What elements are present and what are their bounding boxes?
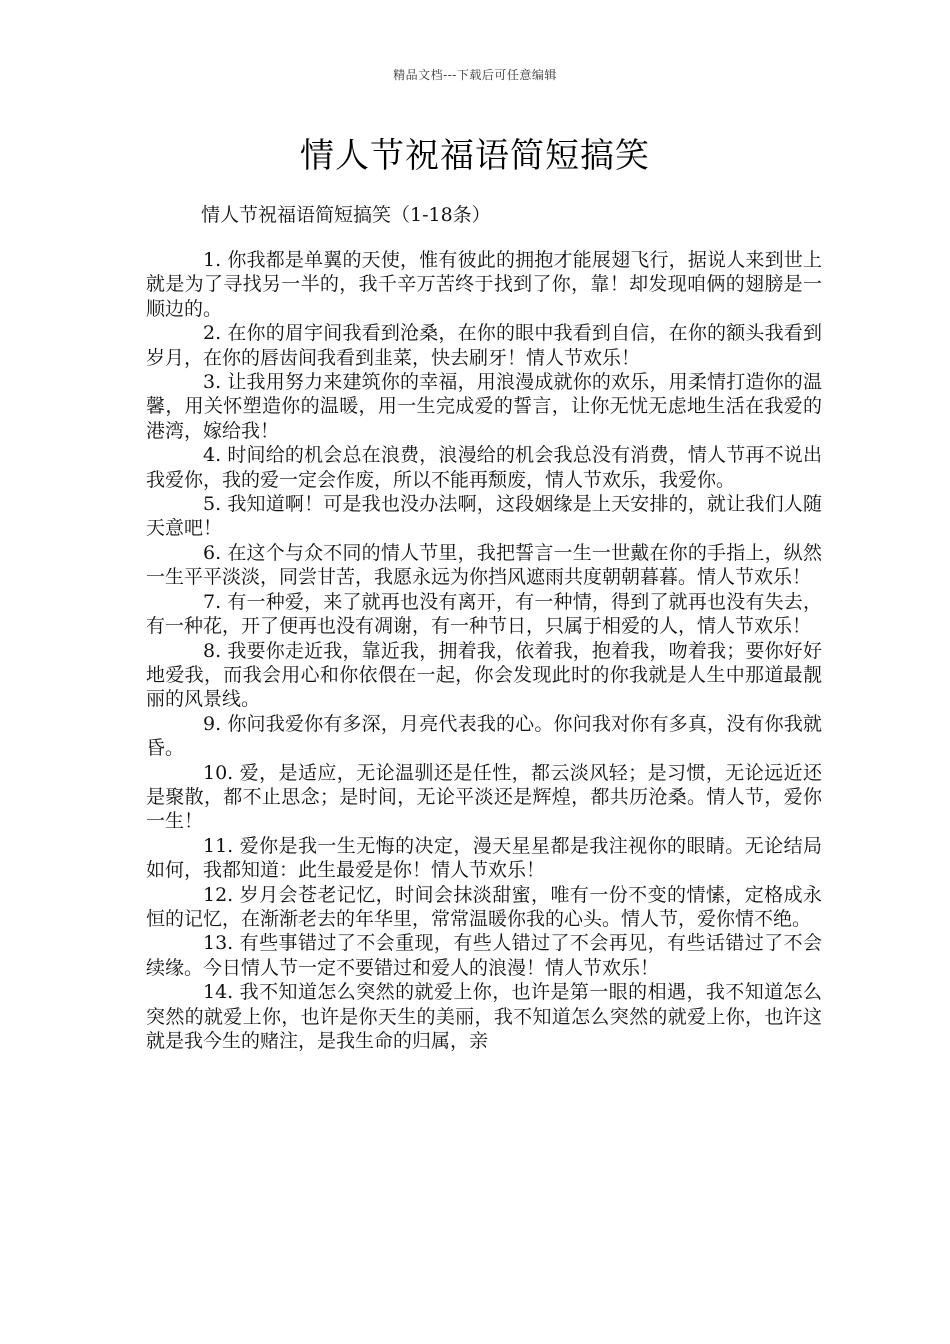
paragraph-1: 1. 你我都是单翼的天使，惟有彼此的拥抱才能展翅飞行，据说人来到世上就是为了寻找另一半的，我千辛万苦终于找到了你，靠！却发现咱俩的翅膀是一顺边的。 xyxy=(146,249,822,320)
paragraph-4: 4. 时间给的机会总在浪费，浪漫给的机会我总没有消费，情人节再不说出我爱你，我的爱一定会作废，所以不能再颓废，情人节欢乐，我爱你。 xyxy=(146,444,822,491)
paragraph-2: 2. 在你的眉宇间我看到沧桑，在你的眼中我看到自信，在你的额头我看到岁月，在你的唇齿间我看到韭菜，快去刷牙！情人节欢乐！ xyxy=(146,322,822,369)
paragraph-13: 13. 有些事错过了不会重现，有些人错过了不会再见，有些话错过了不会续缘。今日情人节一定不要错过和爱人的浪漫！情人节欢乐！ xyxy=(146,932,822,979)
subtitle: 情人节祝福语简短搞笑（1-18条） xyxy=(201,204,491,226)
paragraph-11: 11. 爱你是我一生无悔的决定，漫天星星都是我注视你的眼睛。无论结局如何，我都知道：此生最爱是你！情人节欢乐！ xyxy=(146,834,822,882)
header-note: 精品文档---下载后可任意编辑 xyxy=(393,68,557,82)
paragraph-6: 6. 在这个与众不同的情人节里，我把誓言一生一世戴在你的手指上，纵然一生平平淡淡，同尝甘苦，我愿永远为你挡风遮雨共度朝朝暮暮。情人节欢乐！ xyxy=(146,541,822,589)
paragraph-3: 3. 让我用努力来建筑你的幸福，用浪漫成就你的欢乐，用柔情打造你的温馨，用关怀塑造你的温暖，用一生完成爱的誓言，让你无忧无虑地生活在我爱的港湾，嫁给我！ xyxy=(146,371,822,442)
paragraph-14: 14. 我不知道怎么突然的就爱上你，也许是第一眼的相遇，我不知道怎么突然的就爱上你，也许是你天生的美丽，我不知道怎么突然的就爱上你，也许这就是我今生的赌注，是我生命的归属，亲 xyxy=(146,981,822,1052)
paragraph-8: 8. 我要你走近我，靠近我，拥着我，依着我，抱着我，吻着我；要你好好地爱我，而我会用心和你依偎在一起，你会发现此时的你我就是人生中那道最靓丽的风景线。 xyxy=(146,639,822,711)
paragraph-10: 10. 爱，是适应，无论温驯还是任性，都云淡风轻；是习惯，无论远近还是聚散，都不止思念；是时间，无论平淡还是辉煌，都共历沧桑。情人节，爱你一生！ xyxy=(146,761,822,833)
paragraph-12: 12. 岁月会苍老记忆，时间会抹淡甜蜜，唯有一份不变的情愫，定格成永恒的记忆，在渐渐老去的年华里，常常温暖你我的心头。情人节，爱你情不绝。 xyxy=(146,883,822,930)
body-text xyxy=(146,248,822,1053)
paragraph-5: 5. 我知道啊！可是我也没办法啊，这段姻缘是上天安排的，就让我们人随天意吧！ xyxy=(146,493,822,540)
paragraph-9: 9. 你问我爱你有多深，月亮代表我的心。你问我对你有多真，没有你我就昏。 xyxy=(146,712,822,760)
paragraph-7: 7. 有一种爱，来了就再也没有离开，有一种情，得到了就再也没有失去，有一种花，开了便再也没有凋谢，有一种节日，只属于相爱的人，情人节欢乐！ xyxy=(146,590,822,638)
page-title: 情人节祝福语简短搞笑 xyxy=(300,136,650,176)
